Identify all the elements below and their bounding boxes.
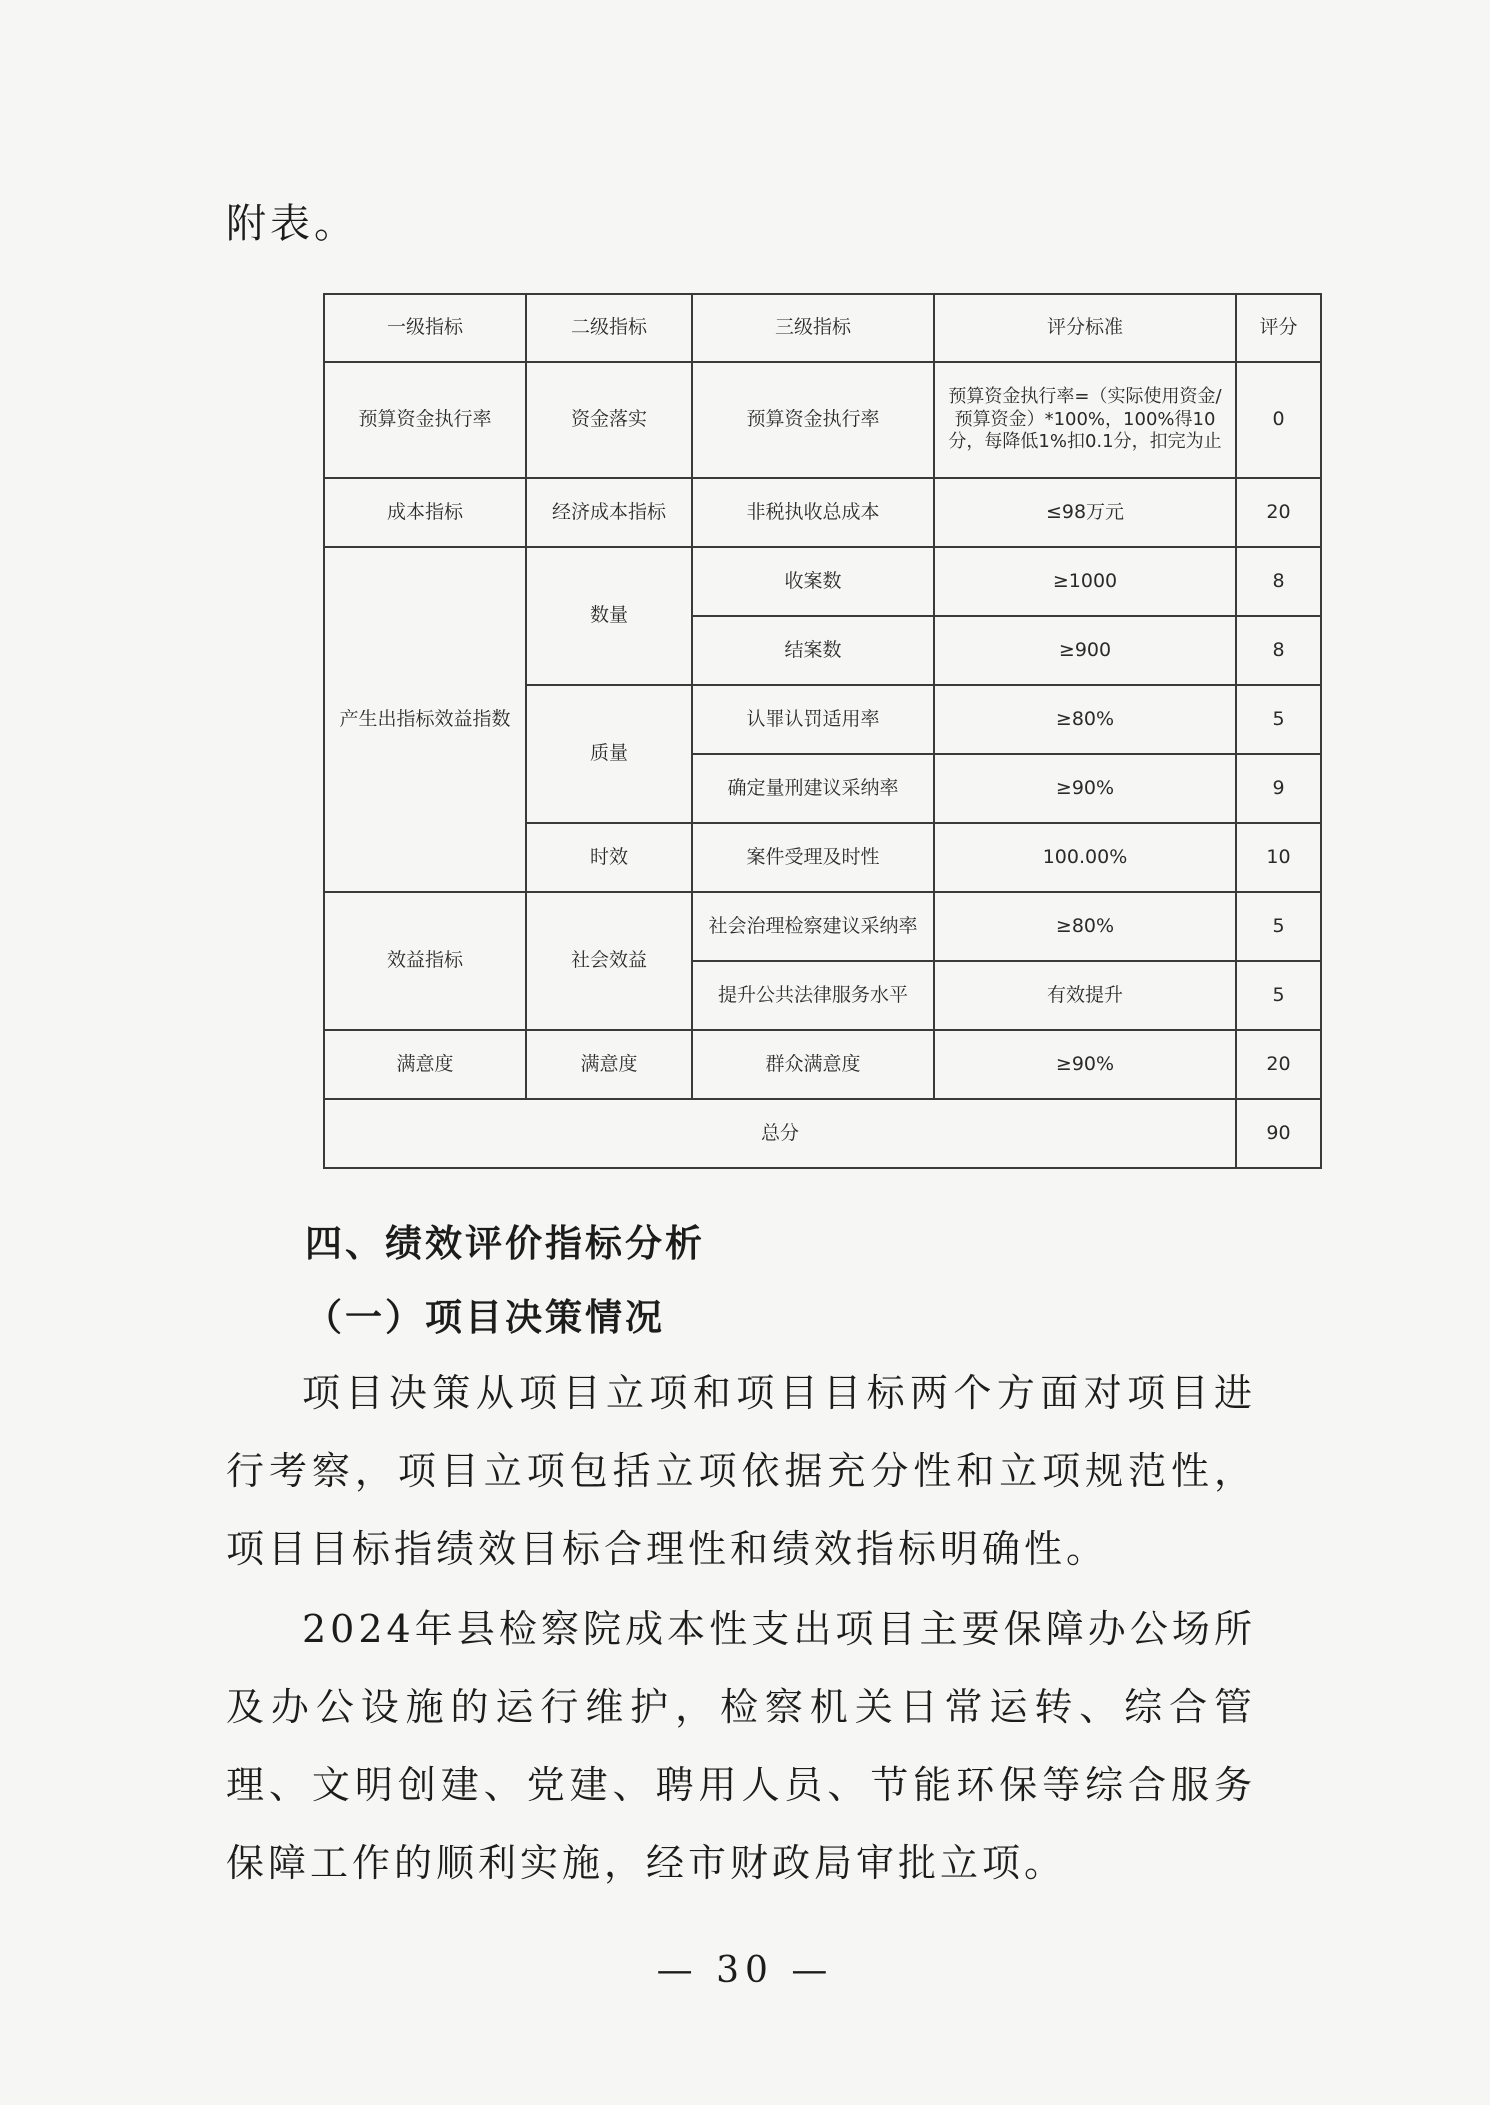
header-level2: 二级指标 — [526, 294, 692, 362]
cell-level1: 满意度 — [324, 1030, 526, 1099]
intro-text: 附表。 — [226, 201, 358, 247]
cell-level1: 成本指标 — [324, 478, 526, 547]
cell-score: 8 — [1236, 616, 1321, 685]
cell-level3: 收案数 — [692, 547, 934, 616]
cell-level3: 案件受理及时性 — [692, 823, 934, 892]
cell-level2: 经济成本指标 — [526, 478, 692, 547]
cell-score: 0 — [1236, 362, 1321, 478]
header-score: 评分 — [1236, 294, 1321, 362]
cell-criteria: ≥80% — [934, 685, 1236, 754]
cell-criteria: ≥80% — [934, 892, 1236, 961]
cell-level3: 提升公共法律服务水平 — [692, 961, 934, 1030]
cell-criteria: 预算资金执行率=（实际使用资金/预算资金）*100%，100%得10分，每降低1%扣0.1分，扣完为止 — [934, 362, 1236, 478]
table-row — [324, 547, 1321, 616]
cell-level1: 产生出指标效益指数 — [324, 547, 526, 892]
cell-score: 8 — [1236, 547, 1321, 616]
header-level3: 三级指标 — [692, 294, 934, 362]
subsection-heading: （一）项目决策情况 — [305, 1295, 665, 1339]
cell-criteria: ≥900 — [934, 616, 1236, 685]
cell-level3: 结案数 — [692, 616, 934, 685]
cell-score: 20 — [1236, 1030, 1321, 1099]
cell-score: 20 — [1236, 478, 1321, 547]
table-header-row — [324, 294, 1321, 362]
paragraph-project-decision: 项目决策从项目立项和项目目标两个方面对项目进行考察，项目立项包括立项依据充分性和立项规范性，项目目标指绩效目标合理性和绩效指标明确性。 — [226, 1371, 1256, 1571]
table-row — [324, 892, 1321, 961]
cell-score: 5 — [1236, 961, 1321, 1030]
cell-criteria: 有效提升 — [934, 961, 1236, 1030]
cell-level1: 效益指标 — [324, 892, 526, 1030]
cell-criteria: ≥1000 — [934, 547, 1236, 616]
page-number: — 30 — — [656, 1950, 834, 1991]
cell-level3: 群众满意度 — [692, 1030, 934, 1099]
cell-criteria: ≥90% — [934, 754, 1236, 823]
cell-score: 5 — [1236, 892, 1321, 961]
cell-score: 5 — [1236, 685, 1321, 754]
cell-level2: 质量 — [526, 685, 692, 823]
cell-criteria: ≥90% — [934, 1030, 1236, 1099]
cell-level3: 认罪认罚适用率 — [692, 685, 934, 754]
cell-criteria: ≤98万元 — [934, 478, 1236, 547]
table-row — [324, 1030, 1321, 1099]
cell-level2: 时效 — [526, 823, 692, 892]
table-total-row — [324, 1099, 1321, 1168]
cell-criteria: 100.00% — [934, 823, 1236, 892]
cell-level3: 预算资金执行率 — [692, 362, 934, 478]
table-row — [324, 362, 1321, 478]
total-label: 总分 — [324, 1099, 1236, 1168]
cell-score: 10 — [1236, 823, 1321, 892]
header-criteria: 评分标准 — [934, 294, 1236, 362]
paragraph-project-approval: 2024年县检察院成本性支出项目主要保障办公场所及办公设施的运行维护，检察机关日常运转、综合管理、文明创建、党建、聘用人员、节能环保等综合服务保障工作的顺利实施，经市财政局审批立项。 — [226, 1607, 1256, 1885]
table-row — [324, 478, 1321, 547]
cell-level2: 社会效益 — [526, 892, 692, 1030]
cell-level3: 非税执收总成本 — [692, 478, 934, 547]
header-level1: 一级指标 — [324, 294, 526, 362]
cell-level2: 数量 — [526, 547, 692, 685]
section-heading: 四、绩效评价指标分析 — [305, 1221, 705, 1265]
total-score: 90 — [1236, 1099, 1321, 1168]
cell-level2: 资金落实 — [526, 362, 692, 478]
cell-level3: 确定量刑建议采纳率 — [692, 754, 934, 823]
cell-level1: 预算资金执行率 — [324, 362, 526, 478]
cell-level3: 社会治理检察建议采纳率 — [692, 892, 934, 961]
cell-score: 9 — [1236, 754, 1321, 823]
cell-level2: 满意度 — [526, 1030, 692, 1099]
performance-indicator-table — [323, 293, 1322, 1169]
